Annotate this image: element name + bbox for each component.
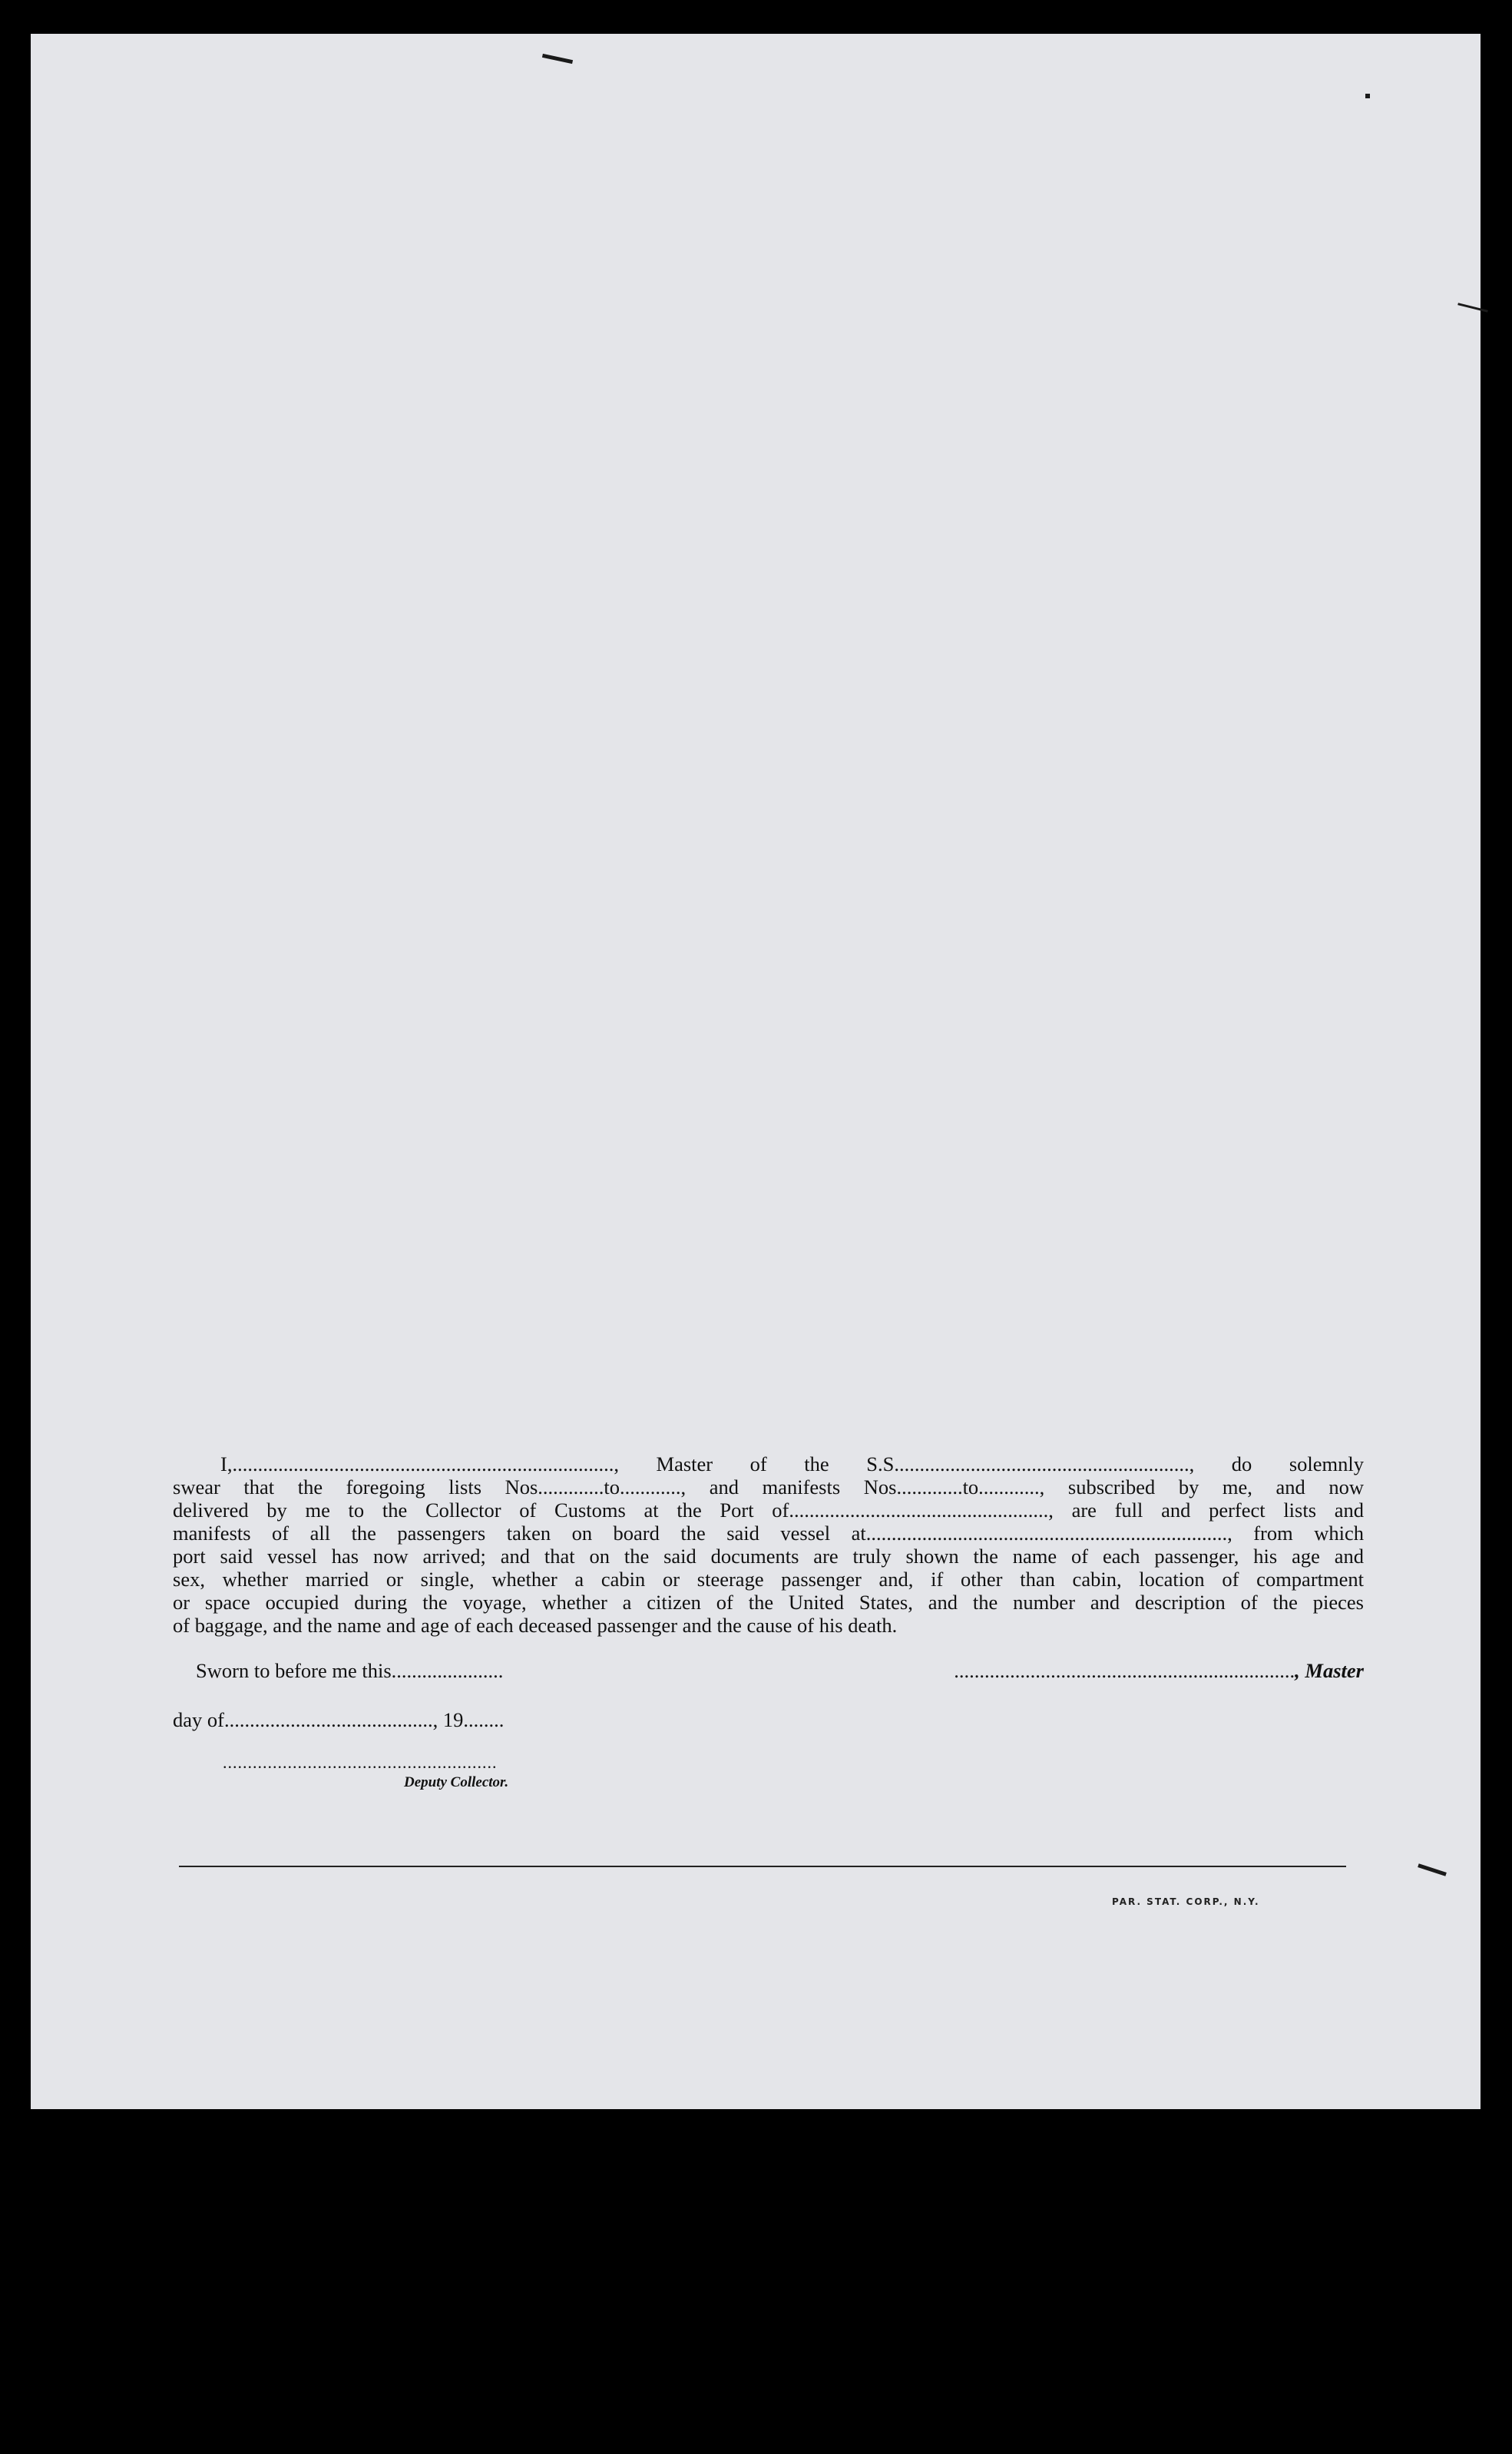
deputy-signature-dots: .......................................................: [223, 1753, 498, 1772]
horizontal-rule: [179, 1866, 1346, 1867]
oath-line: sex, whether married or single, whether a cabin or steerage passenger and, if other than cabin, location of compartment: [173, 1568, 1364, 1591]
document-page: [31, 34, 1481, 2109]
oath-line: or space occupied during the voyage, whether a citizen of the United States, and the number and description of the pieces: [173, 1591, 1364, 1614]
master-label: , Master: [1295, 1659, 1364, 1682]
oath-line: delivered by me to the Collector of Customs at the Port of..................................................., are full and perfect lists and: [173, 1499, 1364, 1522]
scan-speck: [1418, 1863, 1447, 1876]
oath-line: of baggage, and the name and age of each deceased passenger and the cause of his death.: [173, 1614, 898, 1637]
scan-speck: [542, 54, 573, 64]
oath-line: swear that the foregoing lists Nos.............to............, and manifests Nos.............to............, subscribed by me, and now: [173, 1475, 1364, 1499]
day-of-line: day of........................................., 19........: [173, 1708, 505, 1731]
master-signature-line: [864, 1659, 1364, 1683]
printer-mark: PAR. STAT. CORP., N.Y.: [1112, 1896, 1260, 1907]
scan-speck: [1365, 94, 1370, 98]
oath-line: manifests of all the passengers taken on board the said vessel at......................................................................., from which: [173, 1522, 1364, 1545]
master-signature-dots: ...................................................................: [954, 1659, 1295, 1682]
oath-paragraph: [173, 1452, 1364, 1637]
oath-line: port said vessel has now arrived; and that on the said documents are truly shown the name of each passenger, his age and: [173, 1545, 1364, 1568]
scan-speck: [1457, 303, 1488, 313]
oath-line: I,..........................................................................., Master of the S.S.........................................................., do solemnly: [220, 1452, 1364, 1475]
sworn-line: Sworn to before me this......................: [196, 1659, 504, 1682]
deputy-collector-label: Deputy Collector.: [404, 1774, 509, 1790]
